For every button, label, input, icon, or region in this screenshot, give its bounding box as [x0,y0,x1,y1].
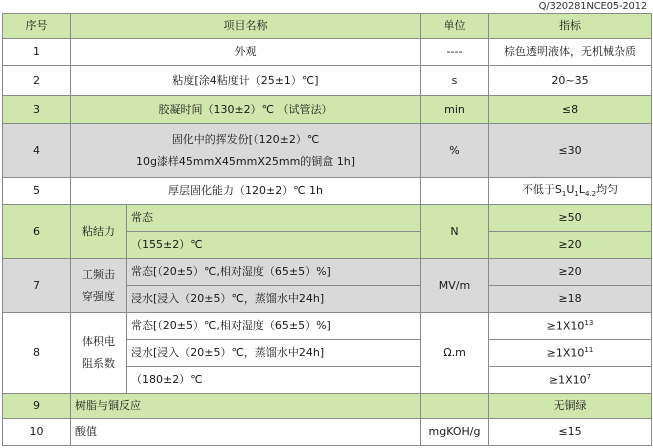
row-category: 粘结力 [71,205,127,259]
table-row-7a [3,259,652,286]
row-spec: ≥20 [489,232,652,259]
row-spec: ≥50 [489,205,652,232]
header-unit: 单位 [421,14,489,39]
row-spec: $\ge 1X10^7$ [489,367,652,394]
row-item-line1: 固化中的挥发份[（120±2）℃ [171,132,320,146]
row-category-line2: 阻系数 [82,357,115,370]
row-spec: ≤15 [489,419,652,446]
row-spec: 无铜绿 [489,394,652,419]
row-unit [421,178,489,205]
table-row-2 [3,66,652,96]
row-category-line2: 穿强度 [82,289,115,303]
row-item: 胶凝时间（130±2）℃ （试管法） [71,96,421,124]
row-subitem: 常态[（20±5）℃,相对湿度（65±5）%] [127,313,421,340]
row-no: 5 [3,178,71,205]
row-item: 酸值 [71,419,421,446]
row-no: 8 [3,313,71,394]
row-no: 10 [3,419,71,446]
header-spec: 指标 [489,14,652,39]
row-spec: 棕色透明液体，无机械杂质 [489,39,652,66]
row-subitem: 常态[（20±5）℃,相对湿度（65±5）%] [127,259,421,286]
row-subitem: （180±2）℃ [127,367,421,394]
row-unit: ---- [421,39,489,66]
row-spec: ≤30 [489,124,652,178]
row-unit: Ω.m [421,313,489,394]
row-item-line2: 10g漆样45mmX45mmX25mm的铜盒 1h] [135,154,356,168]
table-row-9 [3,394,652,419]
header-no: 序号 [3,14,71,39]
row-unit: MV/m [421,259,489,313]
row-unit: min [421,96,489,124]
table-header-row [3,14,652,39]
row-no: 2 [3,66,71,96]
row-subitem: （155±2）℃ [127,232,421,259]
row-spec: ≥20 [489,259,652,286]
row-unit: % [421,124,489,178]
table-row-8a [3,313,652,340]
row-category [71,259,127,313]
header-item: 项目名称 [71,14,421,39]
row-subitem: 浸水[浸入（20±5）℃，蒸馏水中24h] [127,340,421,367]
spec-table [2,13,652,446]
row-category [71,313,127,394]
row-item: 外观 [71,39,421,66]
row-no: 6 [3,205,71,259]
row-spec: ≤8 [489,96,652,124]
row-category-line1: 体积电 [82,335,115,348]
row-no: 9 [3,394,71,419]
row-subitem: 浸水[浸入（20±5）℃，蒸馏水中24h] [127,286,421,313]
row-spec: 不低于$S_1U_1L_{4.2}$均匀 [489,178,652,205]
row-item: 厚层固化能力（120±2）℃ 1h [71,178,421,205]
row-item: 粘度[涂4粘度计（25±1）℃] [71,66,421,96]
row-item [71,124,421,178]
row-category-line1: 工频击 [82,267,115,281]
row-no: 7 [3,259,71,313]
row-subitem: 常态 [127,205,421,232]
row-unit: N [421,205,489,259]
document-id: Q/320281NCE05-2012 [538,1,647,12]
table-row-6a [3,205,652,232]
row-no: 1 [3,39,71,66]
row-unit: mgKOH/g [421,419,489,446]
table-row-3 [3,96,652,124]
row-no: 4 [3,124,71,178]
row-unit: s [421,66,489,96]
table-row-1 [3,39,652,66]
table-row-10 [3,419,652,446]
row-no: 3 [3,96,71,124]
row-unit [421,394,489,419]
table-row-5 [3,178,652,205]
row-spec: ≥18 [489,286,652,313]
row-item: 树脂与铜反应 [71,394,421,419]
row-spec: $\ge 1X10^{11}$ [489,340,652,367]
row-spec: 20~35 [489,66,652,96]
row-spec: $\ge 1X10^{13}$ [489,313,652,340]
table-row-4 [3,124,652,178]
